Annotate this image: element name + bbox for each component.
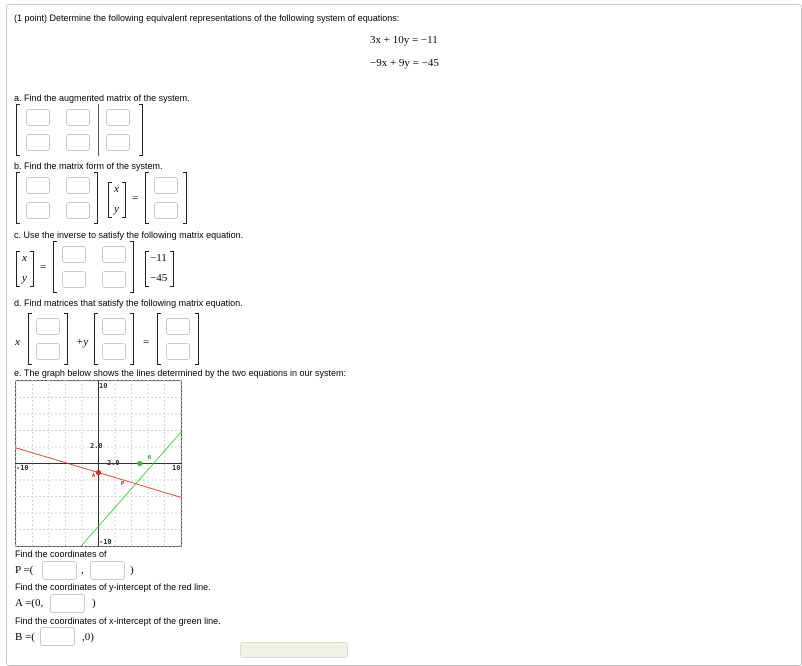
aug-r2c3-input[interactable]: [106, 134, 130, 151]
coef-r1c2-input[interactable]: [66, 177, 90, 194]
x-max-label: 10: [172, 464, 181, 472]
var-x: x: [22, 252, 27, 264]
matrix-bracket-right: [183, 172, 187, 224]
p-y-input[interactable]: [90, 561, 125, 580]
a-y-input[interactable]: [50, 594, 85, 613]
equation-1: 3x + 10y = −11: [370, 34, 438, 46]
aug-r1c1-input[interactable]: [26, 109, 50, 126]
coef-r1c1-input[interactable]: [26, 177, 50, 194]
col-y-r2-input[interactable]: [102, 343, 126, 360]
y-tick-label: 2.0: [90, 442, 103, 450]
b-label: B =(: [15, 631, 35, 643]
p-comma: ,: [81, 564, 84, 576]
x-tick-label: 2.0: [107, 459, 120, 467]
find-coordinates-text: Find the coordinates of: [15, 549, 107, 559]
coef-r2c2-input[interactable]: [66, 202, 90, 219]
col-c-r2-input[interactable]: [166, 343, 190, 360]
aug-r1c3-input[interactable]: [106, 109, 130, 126]
inv-r1c2-input[interactable]: [102, 246, 126, 263]
a-close-paren: ): [92, 597, 96, 609]
vector-bracket-left: [16, 251, 20, 287]
aug-r2c1-input[interactable]: [26, 134, 50, 151]
aug-r2c2-input[interactable]: [66, 134, 90, 151]
system-graph: [15, 380, 182, 547]
col-c-r1-input[interactable]: [166, 318, 190, 335]
matrix-bracket-right: [195, 313, 199, 365]
coef-r2c1-input[interactable]: [26, 202, 50, 219]
var-x: x: [114, 183, 119, 195]
col-x-r1-input[interactable]: [36, 318, 60, 335]
vector-bracket-right: [122, 182, 126, 218]
point-b-marker: [137, 461, 142, 466]
col-y-r1-input[interactable]: [102, 318, 126, 335]
p-label: P =(: [15, 564, 34, 576]
equals-sign: =: [40, 261, 47, 273]
b-x-input[interactable]: [40, 627, 75, 646]
const-r2-input[interactable]: [154, 202, 178, 219]
var-y: y: [114, 203, 119, 215]
var-x-label: x: [15, 336, 20, 348]
red-intercept-text: Find the coordinates of y-intercept of the red line.: [15, 582, 211, 592]
inv-r2c2-input[interactable]: [102, 271, 126, 288]
a-label: A =(0,: [15, 597, 44, 609]
part-a-label: a. Find the augmented matrix of the system.: [14, 93, 190, 103]
point-a-marker: [96, 470, 101, 475]
x-min-label: -10: [16, 464, 29, 472]
y-min-label: -10: [99, 538, 112, 546]
matrix-bracket-left: [157, 313, 161, 365]
inv-r2c1-input[interactable]: [62, 271, 86, 288]
part-d-label: d. Find matrices that satisfy the following matrix equation.: [14, 298, 243, 308]
equation-2: −9x + 9y = −45: [370, 57, 439, 69]
vector-bracket-right: [170, 251, 174, 287]
var-y: y: [22, 272, 27, 284]
matrix-bracket-left: [145, 172, 149, 224]
matrix-bracket-left: [16, 104, 20, 156]
point-a-label: A: [92, 473, 96, 479]
vector-bracket-right: [30, 251, 34, 287]
part-e-label: e. The graph below shows the lines determined by the two equations in our system:: [14, 368, 347, 378]
inv-r1c1-input[interactable]: [62, 246, 86, 263]
const-r1-input[interactable]: [154, 177, 178, 194]
plus-y-label: +y: [76, 336, 89, 348]
part-c-label: c. Use the inverse to satisfy the following matrix equation.: [14, 230, 244, 240]
matrix-bracket-right: [94, 172, 98, 224]
graph-canvas: [15, 380, 182, 547]
y-max-label: 10: [99, 382, 108, 390]
vector-bracket-left: [108, 182, 112, 218]
rhs-value-1: −11: [150, 252, 167, 264]
equals-sign: =: [143, 336, 150, 348]
matrix-bracket-left: [53, 241, 57, 293]
equals-sign: =: [132, 192, 139, 204]
col-x-r2-input[interactable]: [36, 343, 60, 360]
matrix-bracket-right: [139, 104, 143, 156]
part-b-label: b. Find the matrix form of the system.: [14, 161, 163, 171]
augment-divider: [98, 104, 99, 156]
matrix-bracket-right: [64, 313, 68, 365]
rhs-value-2: −45: [150, 272, 168, 284]
point-p-label: P: [121, 481, 125, 487]
submit-button[interactable]: [240, 642, 348, 658]
aug-r1c2-input[interactable]: [66, 109, 90, 126]
vector-bracket-left: [145, 251, 149, 287]
b-close: ,0): [82, 631, 94, 643]
point-b-label: B: [148, 455, 152, 461]
green-intercept-text: Find the coordinates of x-intercept of the green line.: [15, 616, 221, 626]
matrix-bracket-left: [16, 172, 20, 224]
matrix-bracket-right: [130, 241, 134, 293]
problem-prompt: (1 point) Determine the following equivalent representations of the following system of equations:: [14, 13, 400, 23]
matrix-bracket-right: [130, 313, 134, 365]
matrix-bracket-left: [28, 313, 32, 365]
p-close-paren: ): [130, 564, 134, 576]
p-x-input[interactable]: [42, 561, 77, 580]
matrix-bracket-left: [94, 313, 98, 365]
